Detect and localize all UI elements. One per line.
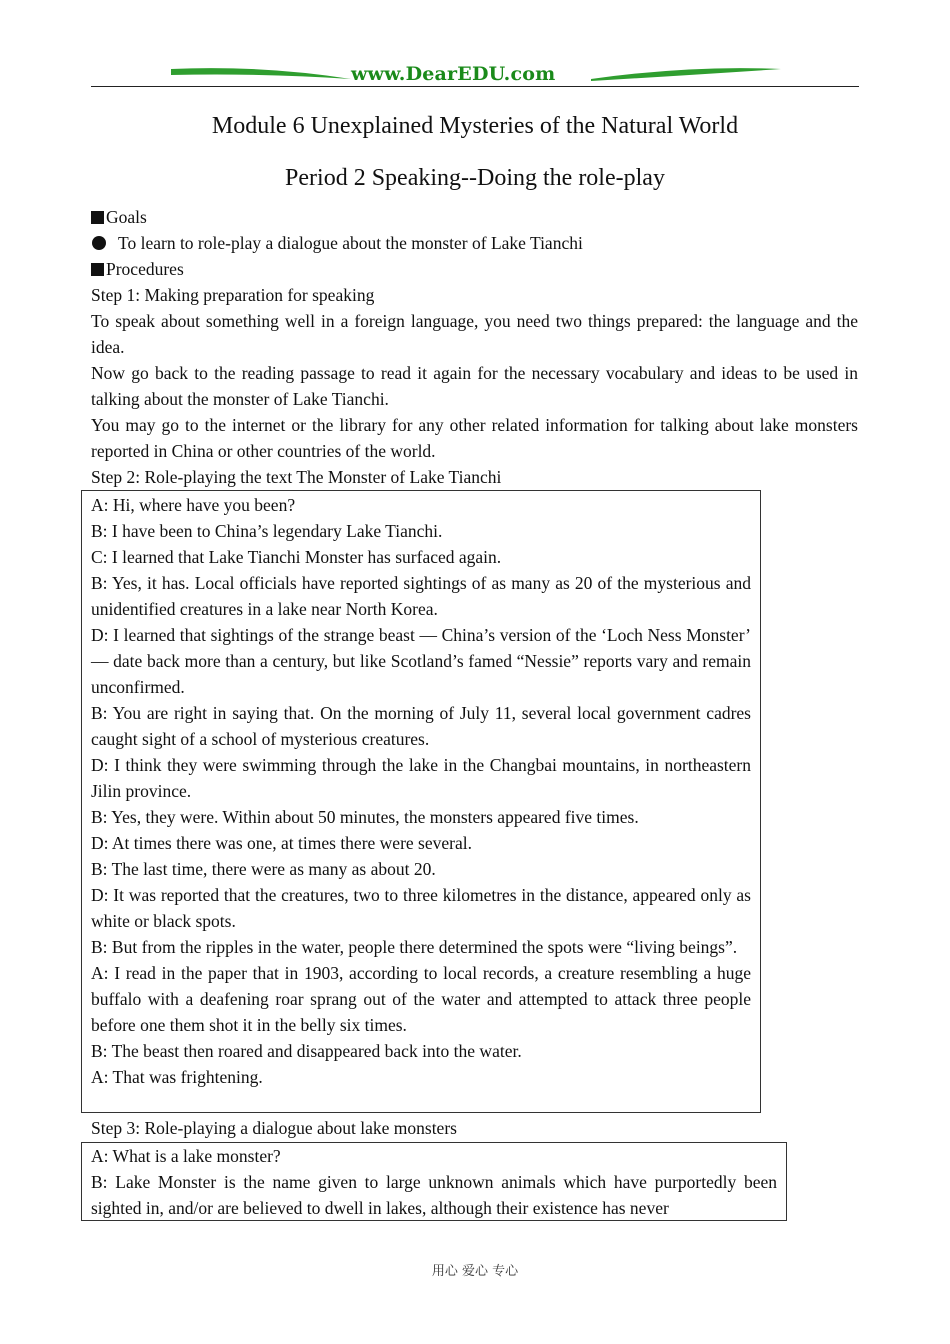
step3-title: Step 3: Role-playing a dialogue about lake monsters xyxy=(91,1118,457,1138)
step1-title: Step 1: Making preparation for speaking xyxy=(91,285,375,305)
dialogue-line: D: I think they were swimming through the lake in the Changbai mountains, in northeastern Jilin province. xyxy=(91,755,751,801)
dialogue-line: B: The last time, there were as many as about 20. xyxy=(91,859,436,879)
square-bullet-icon xyxy=(91,263,104,276)
dialogue-line: B: But from the ripples in the water, people there determined the spots were “living beings”. xyxy=(91,937,738,957)
dialogue-line: D: At times there was one, at times there were several. xyxy=(91,833,472,853)
dialogue-box-2 xyxy=(81,1142,787,1221)
goal-item: To learn to role-play a dialogue about the monster of Lake Tianchi xyxy=(91,230,858,256)
dialogue-line: A: Hi, where have you been? xyxy=(91,495,296,515)
dialogue-line: B: You are right in saying that. On the morning of July 11, several local government cadres caught sight of a school of mysterious creatures. xyxy=(91,703,751,749)
site-header xyxy=(91,62,859,90)
dialogue-line: B: Lake Monster is the name given to large unknown animals which have purportedly been sighted in, and/or are believed to dwell in lakes, although their existence has never xyxy=(91,1172,777,1218)
round-bullet-icon xyxy=(92,236,106,250)
page-footer: 用心 爱心 专心 xyxy=(431,1264,519,1279)
dialogue-line: D: It was reported that the creatures, two to three kilometres in the distance, appeared only as white or black spots. xyxy=(91,885,751,931)
page-subtitle: Period 2 Speaking--Doing the role-play xyxy=(285,165,665,191)
square-bullet-icon xyxy=(91,211,104,224)
dialogue-line: B: Yes, it has. Local officials have reported sightings of as many as 20 of the mysterious and unidentified creatures in a lake near North Korea. xyxy=(91,573,751,619)
dialogue-line: B: The beast then roared and disappeared back into the water. xyxy=(91,1041,522,1061)
step1-paragraph: Now go back to the reading passage to read it again for the necessary vocabulary and ideas to be used in talking about the monster of Lake Tianchi. xyxy=(91,363,858,409)
left-swoosh-icon xyxy=(171,65,351,85)
step2-title: Step 2: Role-playing the text The Monster of Lake Tianchi xyxy=(91,467,502,487)
step1-paragraph: You may go to the internet or the library for any other related information for talking about lake monsters reported in China or other countries of the world. xyxy=(91,415,858,461)
page-title: Module 6 Unexplained Mysteries of the Natural World xyxy=(211,113,739,139)
right-swoosh-icon xyxy=(591,65,781,85)
site-logo-text: www.DearEDU.com xyxy=(351,63,556,85)
goals-heading: Goals xyxy=(91,204,858,230)
procedures-heading: Procedures xyxy=(91,256,858,282)
dialogue-line: C: I learned that Lake Tianchi Monster has surfaced again. xyxy=(91,547,502,567)
step1-paragraph: To speak about something well in a foreign language, you need two things prepared: the language and the idea. xyxy=(91,311,858,357)
dialogue-line: A: That was frightening. xyxy=(91,1067,263,1087)
dialogue-line: A: I read in the paper that in 1903, according to local records, a creature resembling a huge buffalo with a deafening roar sprang out of the water and attempted to attack three people before one them shot it in the belly six times. xyxy=(91,963,751,1035)
main-content xyxy=(91,204,858,490)
dialogue-box-1 xyxy=(81,490,761,1113)
dialogue-line: B: I have been to China’s legendary Lake Tianchi. xyxy=(91,521,443,541)
dialogue-line: B: Yes, they were. Within about 50 minutes, the monsters appeared five times. xyxy=(91,807,639,827)
dialogue-line: A: What is a lake monster? xyxy=(91,1146,281,1166)
dialogue-line: D: I learned that sightings of the strange beast — China’s version of the ‘Loch Ness Monster’ — date back more than a century, but like Scotland’s famed “Nessie” reports vary and remain unconfirmed. xyxy=(91,625,751,697)
header-rule xyxy=(91,86,859,87)
